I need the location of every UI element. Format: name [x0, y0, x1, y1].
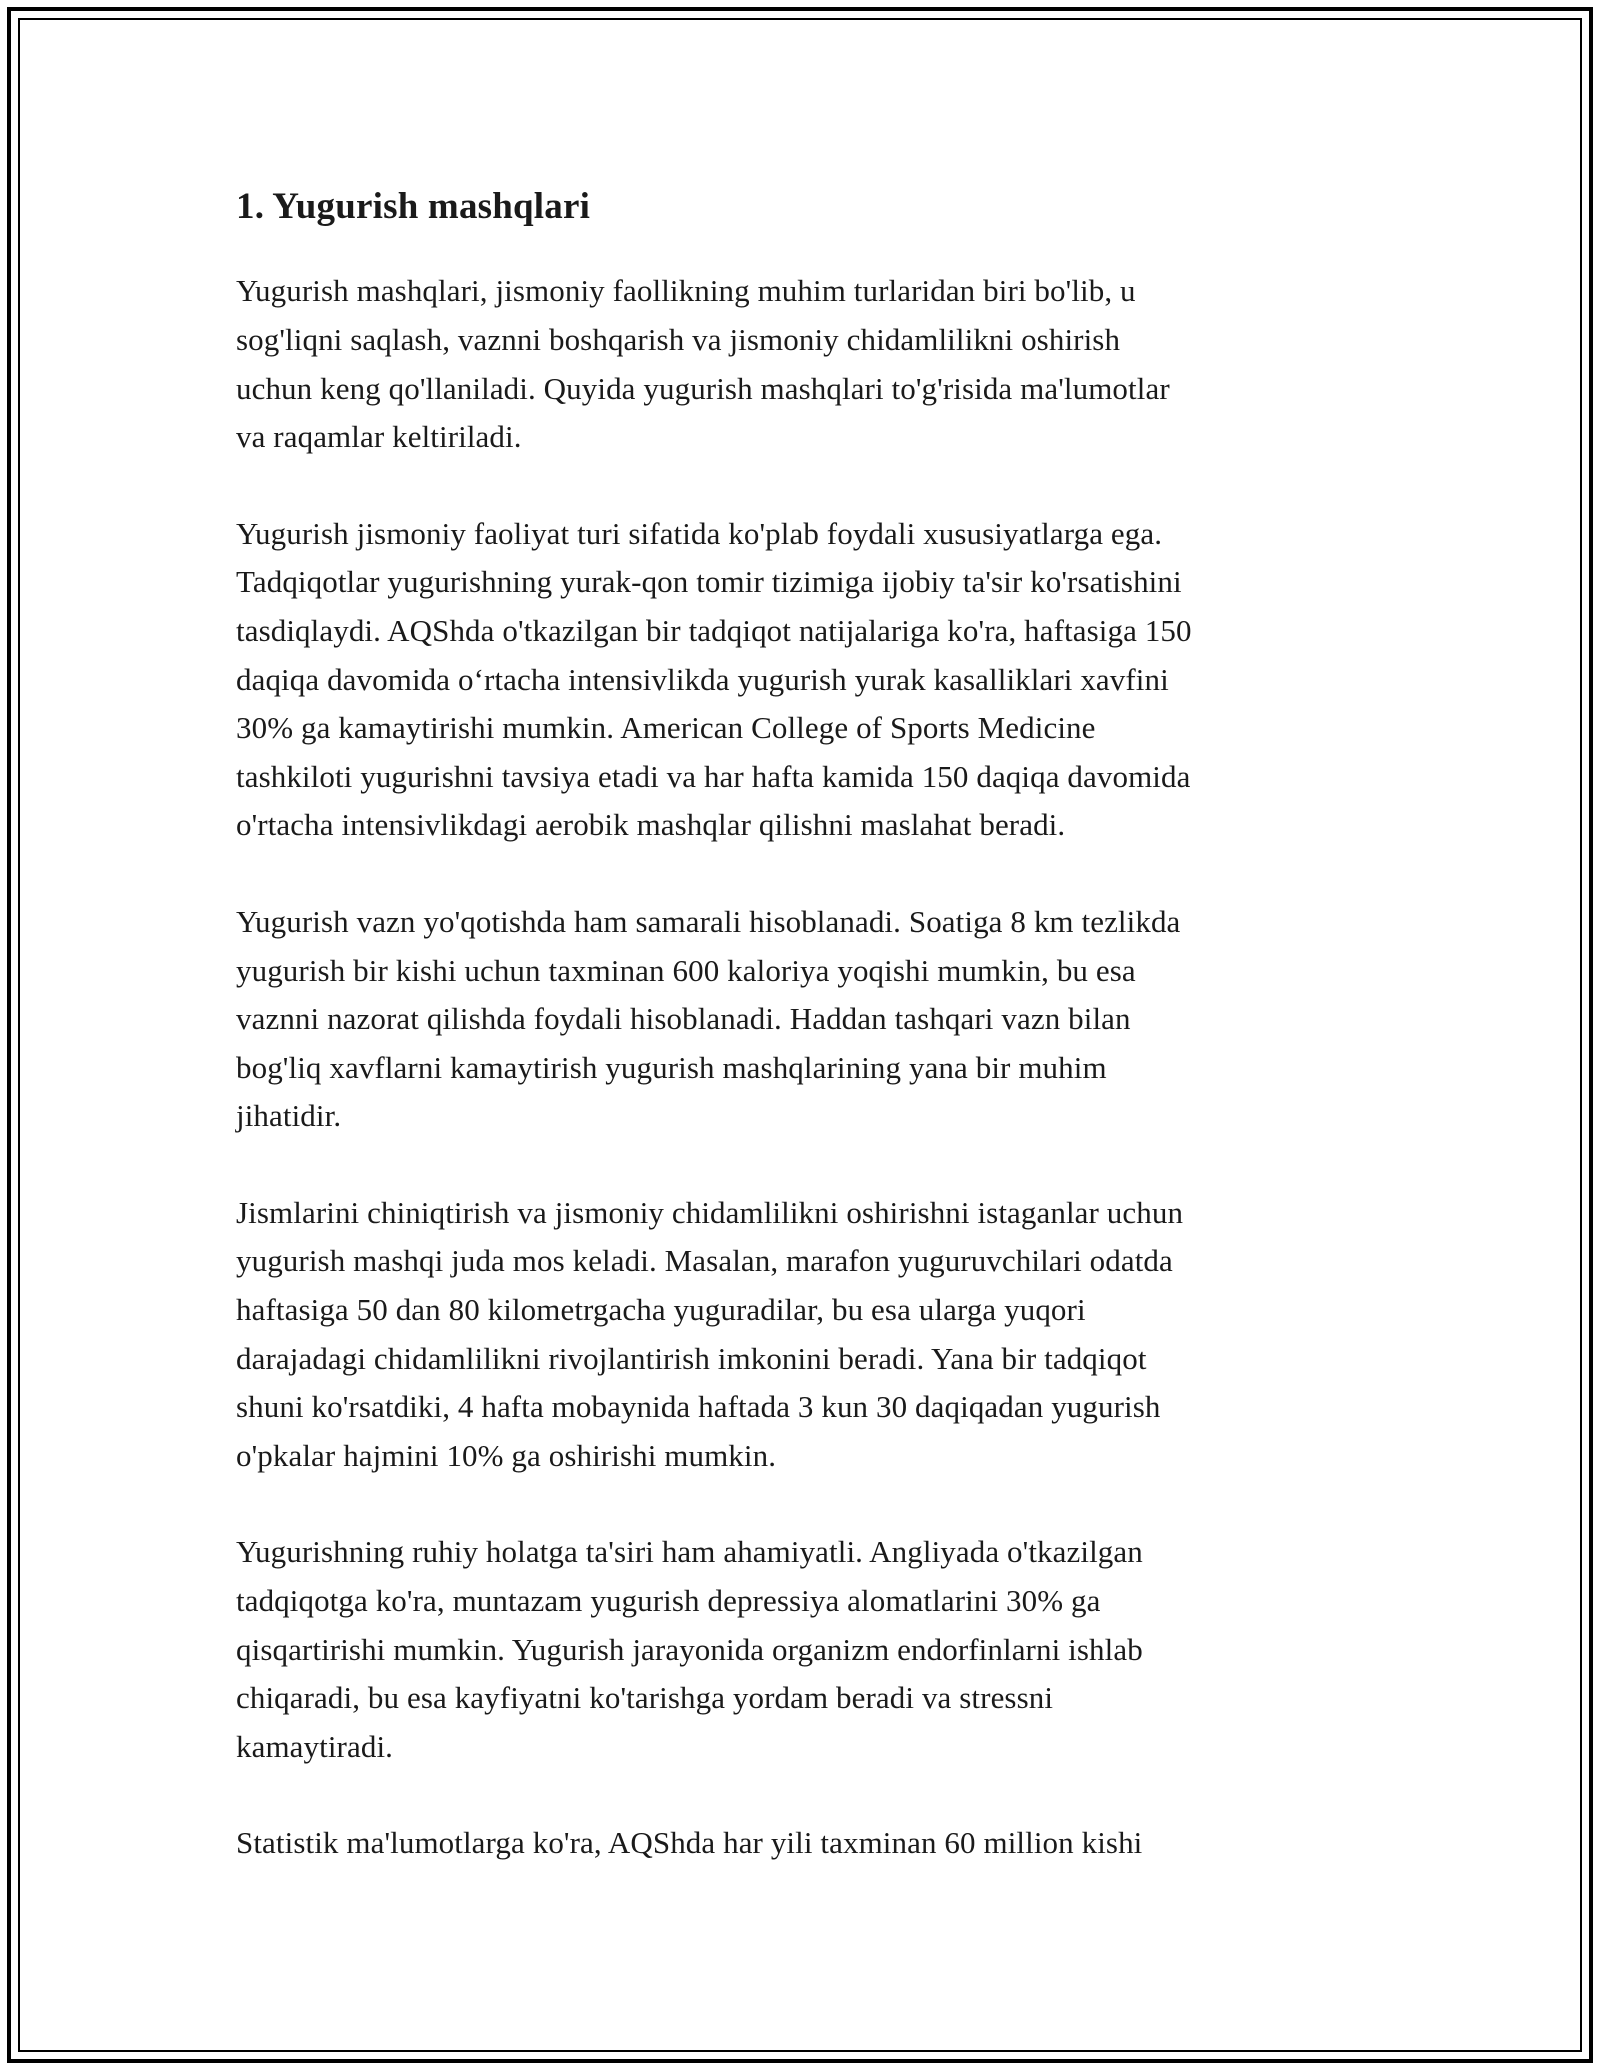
document-body [236, 185, 1366, 1916]
paragraph-weight-loss: Yugurish vazn yo'qotishda ham samarali hisoblanadi. Soatiga 8 km tezlikda yugurish bir kishi uchun taxminan 600 kaloriya yoqishi mumkin, bu esa vaznni nazorat qilishda foydali hisoblanadi. Haddan tashqari vazn bilan bog'liq xavflarni kamaytirish yugurish mashqlarining yana bir muhim jihatidir. [236, 903, 1181, 1134]
paragraph-intro: Yugurish mashqlari, jismoniy faollikning muhim turlaridan biri bo'lib, u sog'liqni saqlash, vaznni boshqarish va jismoniy chidamlilikni oshirish uchun keng qo'llaniladi. Quyida yugurish mashqlari to'g'risida ma'lumotlar va raqamlar keltiriladi. [236, 273, 1170, 455]
section-heading: 1. Yugurish mashqlari [236, 186, 591, 227]
paragraph-cardio-benefits: Yugurish jismoniy faoliyat turi sifatida ko'plab foydali xususiyatlarga ega. Tadqiqotlar yugurishning yurak-qon tomir tizimiga ijobiy ta'sir ko'rsatishini tasdiqlaydi. AQShda o'tkazilgan bir tadqiqot natijalariga ko'ra, haftasiga 150 daqiqa davomida o‘rtacha intensivlikda yugurish yurak kasalliklari xavfini 30% ga kamaytirishi mumkin. American College of Sports Medicine tashkiloti yugurishni tavsiya etadi va har hafta kamida 150 daqiqa davomida o'rtacha intensivlikdagi aerobik mashqlar qilishni maslahat beradi. [236, 515, 1192, 843]
paragraph-statistics: Statistik ma'lumotlarga ko'ra, AQShda har yili taxminan 60 million kishi [236, 1825, 1143, 1861]
paragraph-mental-health: Yugurishning ruhiy holatga ta'siri ham ahamiyatli. Angliyada o'tkazilgan tadqiqotga ko'ra, muntazam yugurish depressiya alomatlarini 30% ga qisqartirishi mumkin. Yugurish jarayonida organizm endorfinlarni ishlab chiqaradi, bu esa kayfiyatni ko'tarishga yordam beradi va stressni kamaytiradi. [236, 1534, 1143, 1764]
paragraph-endurance: Jismlarini chiniqtirish va jismoniy chidamlilikni oshirishni istaganlar uchun yugurish mashqi juda mos keladi. Masalan, marafon yuguruvchilari odatda haftasiga 50 dan 80 kilometrgacha yuguradilar, bu esa ularga yuqori darajadagi chidamlilikni rivojlantirish imkonini beradi. Yana bir tadqiqot shuni ko'rsatdiki, 4 hafta mobaynida haftada 3 kun 30 daqiqadan yugurish o'pkalar hajmini 10% ga oshirishi mumkin. [236, 1194, 1184, 1473]
